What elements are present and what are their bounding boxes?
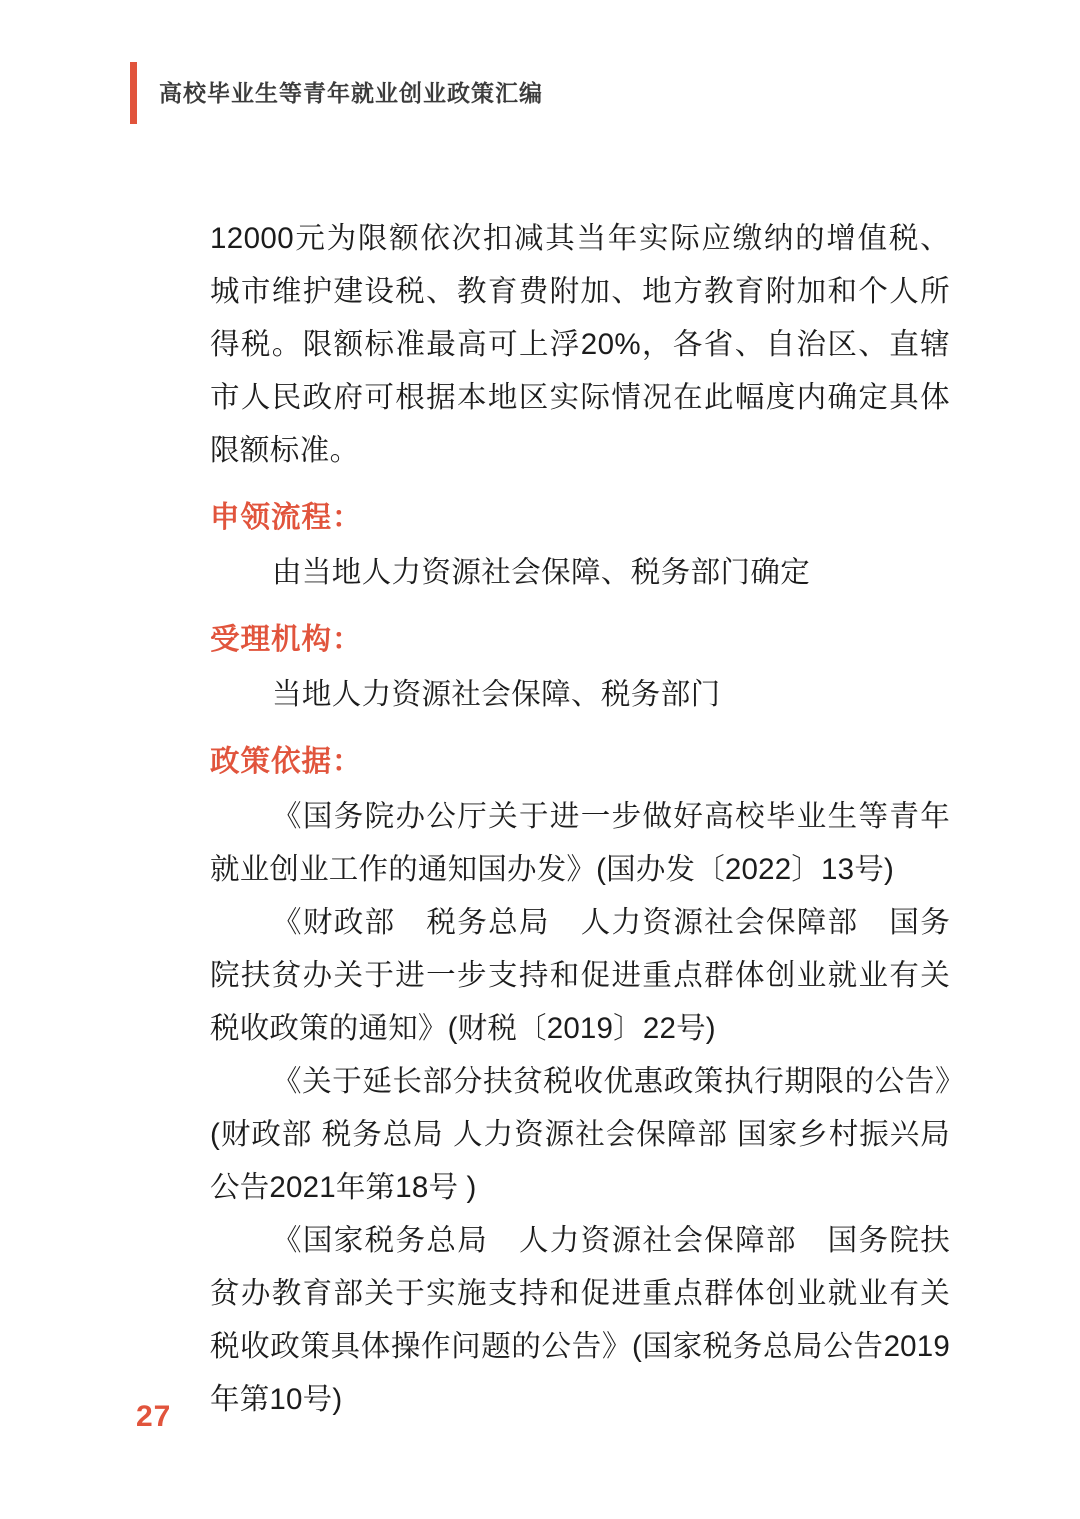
- policy-basis-item: 《财政部 税务总局 人力资源社会保障部 国务院扶贫办关于进一步支持和促进重点群体创业就业有关税收政策的通知》(财税〔2019〕22号): [210, 906, 950, 1045]
- header-accent-bar: [130, 62, 137, 124]
- page-number: 27: [136, 1400, 172, 1433]
- page-content: [210, 212, 950, 1426]
- policy-basis-item: 《国家税务总局 人力资源社会保障部 国务院扶贫办教育部关于实施支持和促进重点群体创业就业有关税收政策具体操作问题的公告》(国家税务总局公告2019年第10号): [210, 1224, 950, 1416]
- section-text-application-process: 由当地人力资源社会保障、税务部门确定: [272, 556, 811, 589]
- header-title: 高校毕业生等青年就业创业政策汇编: [159, 79, 543, 106]
- policy-basis-item: 《关于延长部分扶贫税收优惠政策执行期限的公告》(财政部 税务总局 人力资源社会保障部 国家乡村振兴局公告2021年第18号 ): [210, 1065, 950, 1204]
- section-heading-policy-basis: 政策依据：: [210, 745, 363, 778]
- intro-paragraph: 12000元为限额依次扣减其当年实际应缴纳的增值税、城市维护建设税、教育费附加、地方教育附加和个人所得税。限额标准最高可上浮20%，各省、自治区、直辖市人民政府可根据本地区实际情况在此幅度内确定具体限额标准。: [210, 222, 950, 467]
- section-heading-application-process: 申领流程：: [210, 501, 363, 534]
- policy-basis-item: 《国务院办公厅关于进一步做好高校毕业生等青年就业创业工作的通知国办发》(国办发〔2022〕13号): [210, 800, 950, 886]
- section-heading-accepting-agency: 受理机构：: [210, 623, 363, 656]
- page-header: [130, 62, 543, 124]
- section-text-accepting-agency: 当地人力资源社会保障、税务部门: [272, 678, 721, 711]
